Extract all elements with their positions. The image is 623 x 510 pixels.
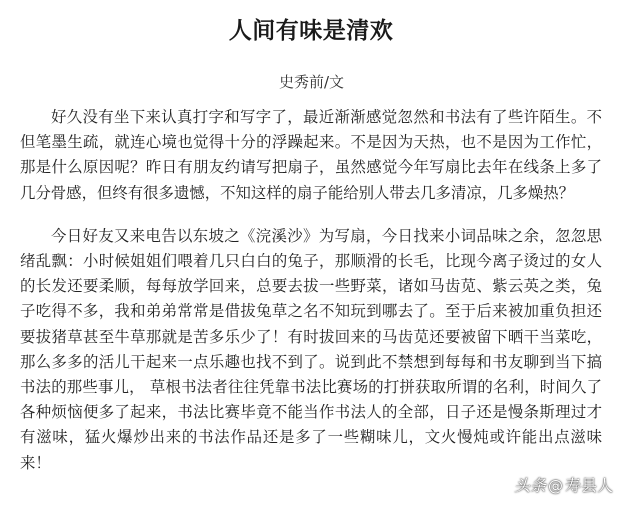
article-paragraph: 今日好友又来电告以东坡之《浣溪沙》为写扇，今日找来小词品味之余，忽忽思绪乱飘：小时候姐姐们喂着几只白白的兔子，那顺滑的长毛，比现今离子烫过的女人的长发还要柔顺，每每放学回来，总要去拔一些野菜，诸如马齿苋、紫云英之类，兔子吃得不多，我和弟弟常常是借拔兔草之名不知玩到哪去了。至于后来被加重负担还要拔猪草甚至牛草那就是苦多乐少了！有时拔回来的马齿苋还要被留下晒干当菜吃，那么多多的活儿干起来一点乐趣也找不到了。说到此不禁想到每每和书友聊到当下搞书法的那些事儿， 草根书法者往往凭靠书法比赛场的打拼获取所谓的名利，时间久了各种烦恼便多了起来，书法比赛毕竟不能当作书法人的全部，日子还是慢条斯理过才有滋味，猛火爆炒出来的书法作品还是多了一些糊味儿，文火慢炖或许能出点滋味来！ (20, 226, 602, 472)
article-title: 人间有味是清欢 (228, 18, 394, 44)
article-body (20, 105, 602, 476)
watermark-brand: 头条 (513, 476, 546, 495)
watermark-at: @ (547, 477, 563, 495)
source-watermark (514, 476, 613, 496)
article-paragraph: 好久没有坐下来认真打字和写字了，最近渐渐感觉忽然和书法有了些许陌生。不但笔墨生疏，就连心境也觉得十分的浮躁起来。不是因为天热，也不是因为工作忙，那是什么原因呢？昨日有朋友约请写把扇子，虽然感觉今年写扇比去年在线条上多了几分骨感，但终有很多遗憾，不知这样的扇子能给别人带去几多清凉，几多燥热？ (20, 108, 602, 202)
watermark-account: 寿县人 (564, 476, 613, 495)
article-author: 史秀前/文 (278, 73, 345, 91)
